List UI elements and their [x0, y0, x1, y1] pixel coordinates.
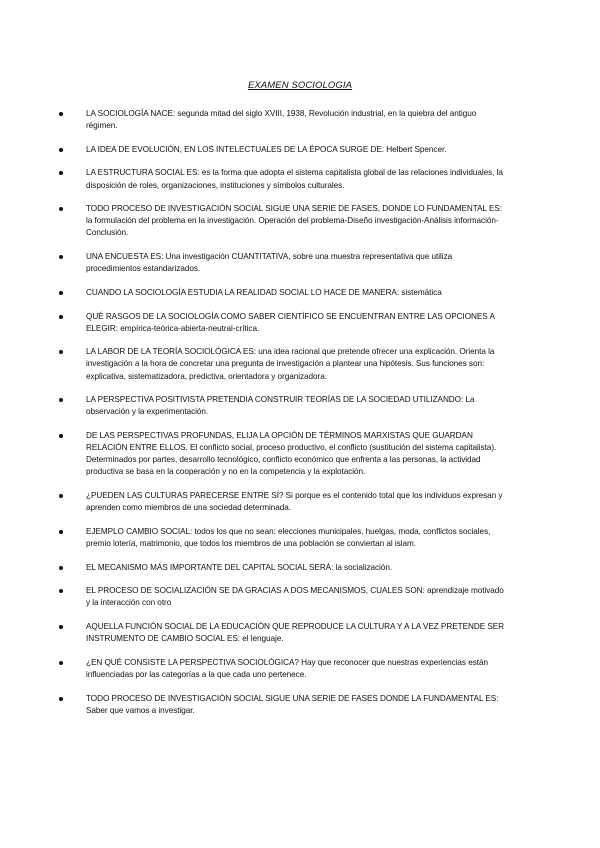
list-item: [56, 657, 506, 681]
bullet-icon: [59, 697, 63, 701]
question-text: LA IDEA DE EVOLUCIÓN, EN LOS INTELECTUALES DE LA ÉPOCA SURGE DE:: [86, 144, 385, 154]
answer-text: El conflicto social, proceso productivo, el conflicto (sustitución del sistema capitalista). Determinados por partes, desarrollo tecnológico, conflicto económico que enfrenta a las personas, la actividad productiva se basa en la cooperación y no en la competencia y la explotación.: [86, 443, 497, 477]
answer-text: Saber que vamos a investigar.: [86, 705, 195, 715]
answer-text: aprendizaje motivado y la interacción con otro: [86, 586, 504, 608]
question-text: ¿PUEDEN LAS CULTURAS PARECERSE ENTRE SÍ?: [86, 491, 284, 500]
list-item: [56, 144, 506, 156]
answer-text: Helbert Spencer.: [384, 144, 447, 154]
bullet-icon: [59, 112, 63, 116]
bullet-icon: [59, 148, 63, 152]
question-text: QUÉ RASGOS DE LA SOCIOLOGÍA COMO SABER CIENTÍFICO SE ENCUENTRAN ENTRE LAS OPCIONES A ELEGIR:: [86, 311, 495, 333]
list-item: [56, 346, 506, 382]
bullet-icon: [59, 625, 63, 629]
list-item: [56, 526, 506, 550]
list-item: [56, 430, 506, 478]
bullet-icon: [59, 530, 63, 534]
answer-text: la socialización.: [333, 562, 393, 572]
bullet-icon: [59, 398, 63, 402]
bullet-icon: [59, 661, 63, 665]
list-item: [56, 394, 506, 418]
bullet-icon: [59, 589, 63, 593]
question-text: EL MECANISMO MÁS IMPORTANTE DEL CAPITAL SOCIAL SERÁ:: [86, 562, 334, 572]
list-item: [56, 562, 506, 574]
list-item: [56, 108, 506, 132]
question-text: LA PERSPECTIVA POSITIVISTA PRETENDIA CONSTRUIR TEORÍAS DE LA SOCIEDAD UTILIZANDO:: [86, 395, 464, 405]
bullet-icon: [59, 207, 63, 211]
answer-text: es la forma que adopta el sistema capitalista global de las relaciones individuales, la disposición de roles, organizaciones, instituciones y símbolos culturales.: [86, 168, 503, 190]
question-text: EL PROCESO DE SOCIALIZACIÓN SE DA GRACIAS A DOS MECANISMOS, CUALES SON:: [86, 586, 425, 596]
list-item: [56, 585, 506, 609]
bullet-icon: [59, 350, 63, 354]
answer-text: el lenguaje.: [240, 634, 284, 644]
question-text: LA ESTRUCTURA SOCIAL ES:: [86, 168, 200, 178]
list-item: [56, 287, 506, 299]
bullet-icon: [59, 434, 63, 438]
bullet-icon: [59, 171, 63, 175]
question-text: AQUELLA FUNCIÓN SOCIAL DE LA EDUCACIÓN QUE REPRODUCE LA CULTURA Y A LA VEZ PRETENDE SER INSTRUMENTO DE CAMBIO SOCIAL ES:: [86, 622, 505, 644]
list-item: [56, 693, 506, 717]
question-text: ¿EN QUÉ CONSISTE LA PERSPECTIVA SOCIOLÓGICA?: [86, 657, 299, 667]
question-text: LA LABOR DE LA TEORÍA SOCIOLÓGICA ES:: [86, 347, 257, 357]
answer-text: Si porque es el contenido total que los individuos expresan y aprenden como miembros de una sociedad determinada.: [86, 491, 503, 513]
bullet-icon: [59, 494, 63, 498]
document-title: EXAMEN SOCIOLOGIA: [247, 80, 353, 91]
bullet-icon: [59, 291, 63, 295]
answer-text: sistemática: [399, 287, 442, 297]
bullet-icon: [59, 566, 63, 570]
answer-text: todos los que no sean: elecciones municipales, huelgas, moda, conflictos sociales, premio lotería, matrimonio, que todos los miembros de una población se conviertan al islam.: [86, 526, 491, 548]
answer-text: segunda mitad del siglo XVIII, 1938, Revolución industrial, en la quiebra del antiguo régimen.: [86, 109, 477, 131]
list-item: [56, 167, 506, 191]
question-text: TODO PROCESO DE INVESTIGACIÓN SOCIAL SIGUE UNA SERIE DE FASES, DONDE LO FUNDAMENTAL ES:: [86, 204, 503, 214]
answer-text: la formulación del problema en la investigación. Operación del problema-Diseño investigación-Análisis información-Conclusión.: [86, 216, 499, 238]
list-item: [56, 490, 506, 514]
bullet-icon: [59, 255, 63, 259]
answer-text: Hay que reconocer que nuestras experiencias están influenciadas por las categorías a la que cada uno pertenece.: [86, 657, 488, 679]
answer-text: Una investigación CUANTITATIVA, sobre una muestra representativa que utiliza procedimientos estandarizados.: [86, 252, 453, 274]
question-list: [56, 108, 506, 728]
list-item: [56, 311, 506, 335]
question-text: LA SOCIOLOGÍA NACE:: [86, 109, 176, 118]
question-text: DE LAS PERSPECTIVAS PROFUNDAS, ELIJA LA OPCIÓN DE TÉRMINOS MARXISTAS QUE GUARDAN RELACIÓN ENTRE ELLOS.: [86, 431, 473, 453]
question-text: EJEMPLO CAMBIO SOCIAL:: [86, 526, 193, 536]
answer-text: empírica-teórica-abierta-neutral-crítica.: [117, 323, 260, 333]
answer-text: una idea racional que pretende ofrecer una explicación. Orienta la investigación a la hora de concretar una pregunta de investigación a plantear una hipótesis. Sus funciones son: explicativa, sistematizadora, predictiva, orientadora y organizadora.: [86, 347, 495, 381]
question-text: UNA ENCUESTA ES:: [86, 252, 164, 262]
list-item: [56, 621, 506, 645]
bullet-icon: [59, 315, 63, 319]
list-item: [56, 203, 506, 239]
list-item: [56, 251, 506, 275]
answer-text: La observación y la experimentación.: [86, 395, 475, 417]
question-text: TODO PROCESO DE INVESTIGACIÓN SOCIAL SIGUE UNA SERIE DE FASES DONDE LA FUNDAMENTAL ES:: [86, 693, 499, 703]
question-text: CUANDO LA SOCIOLOGÍA ESTUDIA LA REALIDAD SOCIAL LO HACE DE MANERA:: [86, 287, 400, 297]
